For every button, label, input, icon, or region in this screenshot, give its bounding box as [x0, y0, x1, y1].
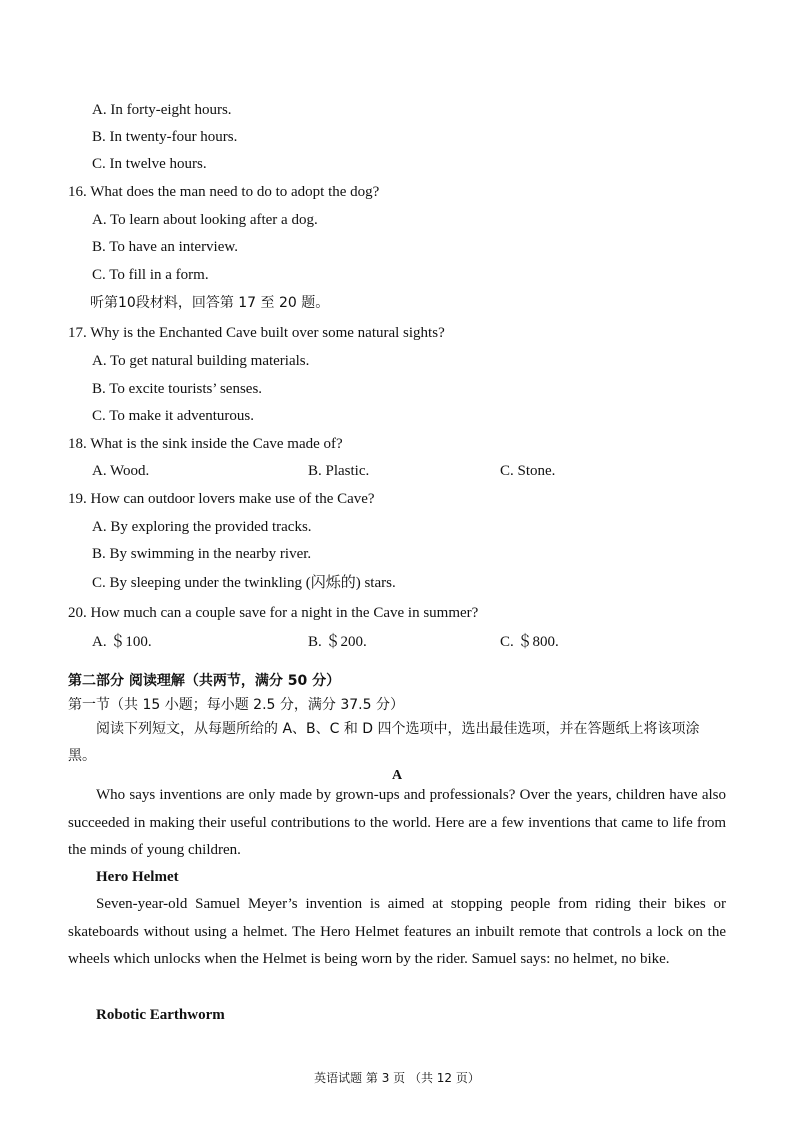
q16-option-c: C. To fill in a form. — [92, 267, 209, 283]
heading-hero-helmet: Hero Helmet — [96, 869, 179, 885]
q18-option-a: A. Wood. — [92, 463, 150, 479]
q20-option-b: B. ＄200. — [308, 634, 367, 650]
q20-stem: 20. How much can a couple save for a night in the Cave in summer? — [68, 605, 479, 621]
q18-stem: 18. What is the sink inside the Cave made of? — [68, 436, 343, 452]
q15-option-c: C. In twelve hours. — [92, 156, 207, 172]
passage-a-intro: Who says inventions are only made by grown-ups and professionals? Over the years, children have also succeeded in making their useful contributions to the world. Here are a few inventions that came to life from the minds of young children. — [68, 787, 726, 858]
q19-option-a: A. By exploring the provided tracks. — [92, 519, 312, 535]
q16-stem: 16. What does the man need to do to adopt the dog? — [68, 184, 380, 200]
page-footer: 英语试题 第 3 页 （共 12 页） — [314, 1071, 480, 1085]
q19-stem: 19. How can outdoor lovers make use of the Cave? — [68, 491, 375, 507]
q17-option-a: A. To get natural building materials. — [92, 353, 310, 369]
q15-option-b: B. In twenty-four hours. — [92, 129, 238, 145]
q15-option-a: A. In forty-eight hours. — [92, 102, 232, 118]
q16-option-a: A. To learn about looking after a dog. — [92, 212, 318, 228]
instruction-segment-10: 听第10段材料，回答第 17 至 20 题。 — [90, 295, 330, 311]
section1-heading: 第一节（共 15 小题；每小题 2.5 分，满分 37.5 分） — [68, 697, 404, 713]
q17-stem: 17. Why is the Enchanted Cave built over some natural sights? — [68, 325, 445, 341]
q19-option-c: C. By sleeping under the twinkling (闪烁的) stars. — [92, 575, 396, 591]
passage-a-label: A — [391, 768, 403, 783]
q18-option-c: C. Stone. — [500, 463, 556, 479]
hero-helmet-paragraph: Seven-year-old Samuel Meyer’s invention is aimed at stopping people from riding their bikes or skateboards without using a helmet. The Hero Helmet features an inbuilt remote that controls a lock on the wheels which unlocks when the Helmet is being worn by the rider. Samuel says: no helmet, no bike. — [68, 896, 726, 967]
q20-option-a: A. ＄100. — [92, 634, 152, 650]
q18-option-b: B. Plastic. — [308, 463, 370, 479]
part2-title: 第二部分 阅读理解（共两节，满分 50 分） — [68, 673, 341, 689]
q19-option-b: B. By swimming in the nearby river. — [92, 546, 312, 562]
q16-option-b: B. To have an interview. — [92, 239, 238, 255]
heading-robotic-earthworm: Robotic Earthworm — [96, 1007, 225, 1023]
q17-option-c: C. To make it adventurous. — [92, 408, 254, 424]
q17-option-b: B. To excite tourists’ senses. — [92, 381, 263, 397]
reading-directions: 阅读下列短文，从每题所给的 A、B、C 和 D 四个选项中，选出最佳选项，并在答题纸上将该项涂黑。 — [68, 721, 700, 764]
q20-option-c: C. ＄800. — [500, 634, 559, 650]
